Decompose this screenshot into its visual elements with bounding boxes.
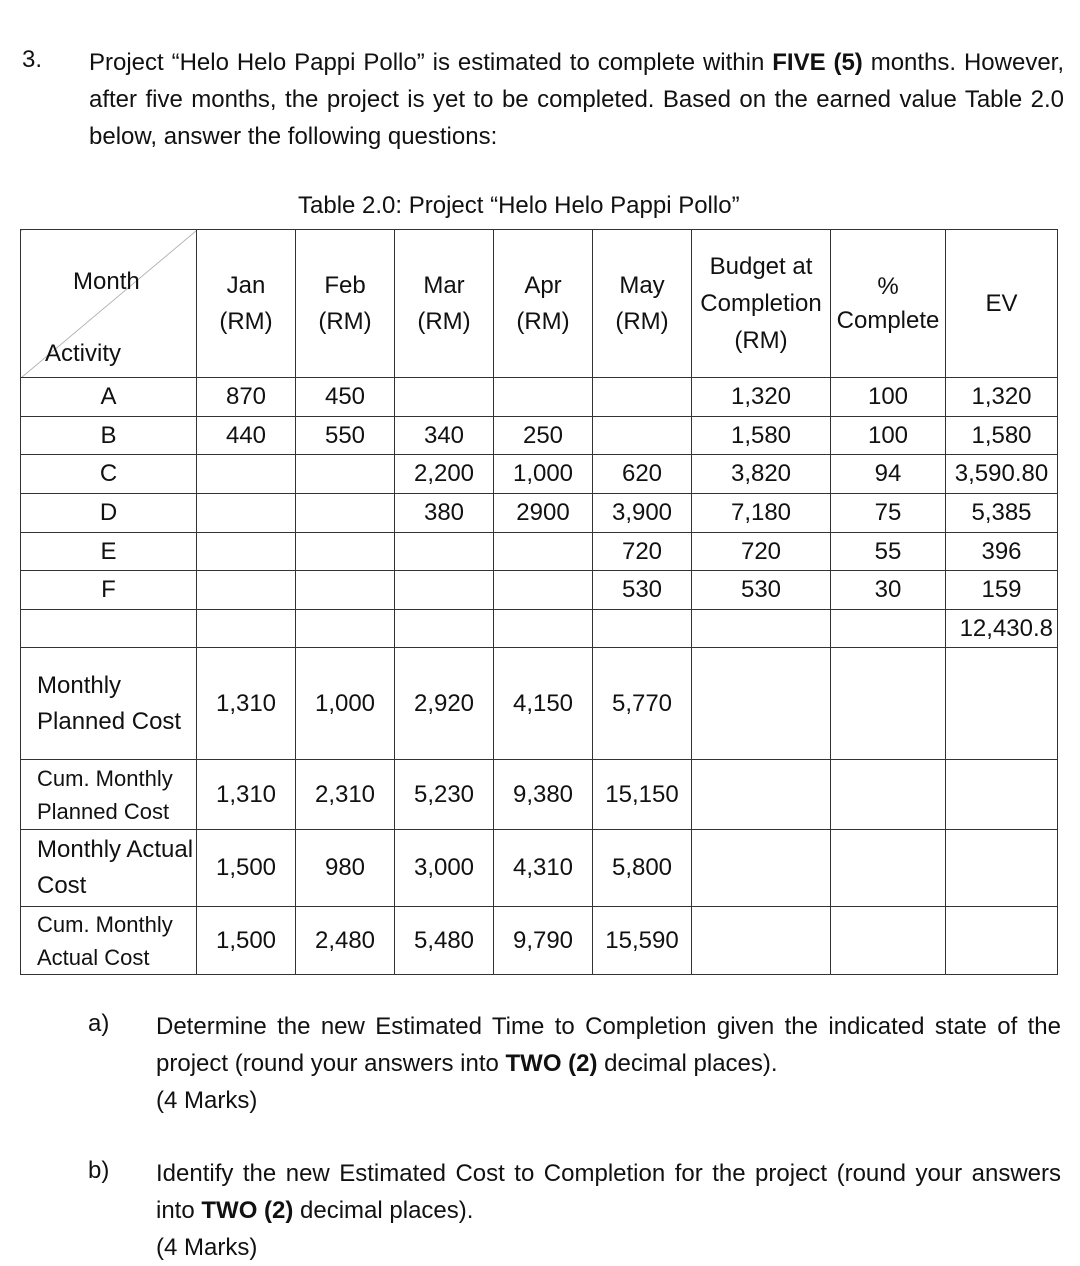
empty-cell — [946, 648, 1058, 760]
subquestion-letter: b) — [88, 1157, 110, 1184]
summary-value-cell: 9,380 — [494, 760, 593, 830]
empty-cell — [946, 907, 1058, 975]
pct-complete-cell: 100 — [831, 416, 946, 455]
summary-value-cell: 5,770 — [593, 648, 692, 760]
activity-row — [21, 416, 1058, 455]
intro-text-1: Project “Helo Helo Pappi Pollo” is estimated to complete within — [89, 49, 773, 76]
summary-value-cell: 1,000 — [296, 648, 395, 760]
summary-value-cell: 15,590 — [593, 907, 692, 975]
summary-value-cell: 1,310 — [197, 760, 296, 830]
pct-complete-cell: 30 — [831, 571, 946, 610]
summary-row — [21, 760, 1058, 830]
month-cost-cell — [494, 532, 593, 571]
ev-total: 12,430.8 — [946, 610, 1058, 648]
empty-cell — [946, 830, 1058, 907]
pct-complete-cell: 94 — [831, 455, 946, 494]
month-cost-cell: 440 — [197, 416, 296, 455]
activity-row — [21, 494, 1058, 533]
empty-cell — [692, 610, 831, 648]
header-mar — [395, 230, 494, 378]
month-cost-cell: 620 — [593, 455, 692, 494]
empty-cell — [831, 610, 946, 648]
subquestion-bold: TWO (2) — [201, 1197, 294, 1224]
ev-total-row — [21, 610, 1058, 648]
header-month-name: Feb — [324, 271, 366, 299]
month-cost-cell: 2900 — [494, 494, 593, 533]
ev-cell: 1,320 — [946, 378, 1058, 417]
subquestion-text-part: decimal places). — [293, 1197, 474, 1224]
month-cost-cell — [494, 378, 593, 417]
month-label: Month — [73, 268, 140, 295]
header-month-name: Mar — [423, 271, 465, 299]
empty-cell — [692, 907, 831, 975]
header-bac-line: Budget at — [709, 253, 813, 280]
header-ev: EV — [946, 230, 1058, 378]
header-month-name: Jan — [226, 271, 266, 299]
summary-rows — [21, 648, 1058, 975]
ev-cell: 3,590.80 — [946, 455, 1058, 494]
ev-cell: 5,385 — [946, 494, 1058, 533]
month-cost-cell: 550 — [296, 416, 395, 455]
month-cost-cell: 530 — [593, 571, 692, 610]
ev-cell: 1,580 — [946, 416, 1058, 455]
bac-cell: 720 — [692, 532, 831, 571]
activity-id: F — [21, 571, 197, 610]
activity-id: C — [21, 455, 197, 494]
empty-cell — [395, 610, 494, 648]
header-bac — [692, 230, 831, 378]
month-cost-cell — [395, 378, 494, 417]
empty-cell — [494, 610, 593, 648]
empty-cell — [831, 760, 946, 830]
summary-value-cell: 1,500 — [197, 830, 296, 907]
summary-value-cell: 15,150 — [593, 760, 692, 830]
question-number: 3. — [22, 46, 43, 73]
bac-cell: 1,320 — [692, 378, 831, 417]
empty-cell — [296, 610, 395, 648]
month-cost-cell: 380 — [395, 494, 494, 533]
header-month-name: May — [619, 271, 665, 299]
summary-value-cell: 2,310 — [296, 760, 395, 830]
empty-cell — [831, 830, 946, 907]
bac-cell: 1,580 — [692, 416, 831, 455]
header-month-name: Apr — [524, 271, 562, 299]
summary-value-cell: 980 — [296, 830, 395, 907]
header-bac-line: Completion — [700, 290, 822, 317]
activity-row — [21, 532, 1058, 571]
empty-cell — [692, 760, 831, 830]
month-cost-cell — [197, 455, 296, 494]
subquestion-marks: (4 Marks) — [156, 1234, 258, 1261]
month-cost-cell: 720 — [593, 532, 692, 571]
month-cost-cell: 340 — [395, 416, 494, 455]
empty-cell — [593, 610, 692, 648]
month-cost-cell — [593, 416, 692, 455]
summary-row — [21, 648, 1058, 760]
summary-row-label: Cum. Monthly Actual Cost — [21, 907, 197, 975]
table-caption-text: Table 2.0: Project “Helo Helo Pappi Pollo” — [298, 192, 740, 219]
activity-row — [21, 571, 1058, 610]
intro-bold: FIVE (5) — [772, 49, 863, 76]
corner-cell — [21, 230, 197, 378]
header-month-unit: (RM) — [615, 307, 669, 335]
summary-value-cell: 2,920 — [395, 648, 494, 760]
month-cost-cell: 250 — [494, 416, 593, 455]
question-intro — [89, 44, 1064, 155]
summary-row — [21, 907, 1058, 975]
subquestion-text-part: Determine the new Estimated Time to Completion given the indicated state of the project (round your answers into — [156, 1013, 1061, 1077]
summary-value-cell: 1,310 — [197, 648, 296, 760]
empty-cell — [692, 830, 831, 907]
earned-value-table — [20, 229, 1058, 975]
header-bac-line: (RM) — [734, 327, 788, 354]
header-pct-line: % — [877, 272, 899, 300]
summary-value-cell: 4,150 — [494, 648, 593, 760]
summary-value-cell: 4,310 — [494, 830, 593, 907]
month-cost-cell — [296, 494, 395, 533]
bac-cell: 530 — [692, 571, 831, 610]
pct-complete-cell: 75 — [831, 494, 946, 533]
month-cost-cell — [296, 455, 395, 494]
month-cost-cell — [197, 494, 296, 533]
month-cost-cell: 1,000 — [494, 455, 593, 494]
summary-row-label: Monthly Planned Cost — [21, 648, 197, 760]
month-cost-cell — [296, 532, 395, 571]
summary-row — [21, 830, 1058, 907]
header-row — [21, 230, 1058, 378]
summary-row-label: Monthly Actual Cost — [21, 830, 197, 907]
subquestion-bold: TWO (2) — [505, 1050, 598, 1077]
activity-label: Activity — [45, 340, 122, 367]
activity-id: E — [21, 532, 197, 571]
intro-text-2: months. However, after five months, the project is yet to be completed. Based on the earned value Table 2.0 below, answer the following questions: — [89, 49, 1065, 150]
subquestion-letter: a) — [88, 1010, 110, 1037]
bac-cell: 7,180 — [692, 494, 831, 533]
pct-complete-cell: 100 — [831, 378, 946, 417]
activity-row — [21, 455, 1058, 494]
empty-cell — [692, 648, 831, 760]
header-pct-complete — [831, 230, 946, 378]
subquestion-marks: (4 Marks) — [156, 1087, 258, 1114]
activity-id: A — [21, 378, 197, 417]
summary-value-cell: 1,500 — [197, 907, 296, 975]
month-cost-cell — [197, 532, 296, 571]
bac-cell: 3,820 — [692, 455, 831, 494]
header-pct-line: Complete — [836, 306, 940, 334]
activity-id: D — [21, 494, 197, 533]
summary-value-cell: 3,000 — [395, 830, 494, 907]
activity-id: B — [21, 416, 197, 455]
activity-row — [21, 378, 1058, 417]
month-cost-cell — [197, 571, 296, 610]
month-cost-cell: 450 — [296, 378, 395, 417]
header-month-unit: (RM) — [516, 307, 570, 335]
summary-value-cell: 5,230 — [395, 760, 494, 830]
header-month-unit: (RM) — [417, 307, 471, 335]
summary-value-cell: 2,480 — [296, 907, 395, 975]
month-cost-cell — [593, 378, 692, 417]
month-cost-cell — [395, 532, 494, 571]
summary-value-cell: 5,480 — [395, 907, 494, 975]
header-month-unit: (RM) — [219, 307, 273, 335]
empty-cell — [21, 610, 197, 648]
summary-value-cell: 9,790 — [494, 907, 593, 975]
empty-cell — [831, 907, 946, 975]
header-feb — [296, 230, 395, 378]
month-cost-cell: 2,200 — [395, 455, 494, 494]
header-jan — [197, 230, 296, 378]
subquestion-text-part: decimal places). — [597, 1050, 778, 1077]
header-apr — [494, 230, 593, 378]
ev-cell: 159 — [946, 571, 1058, 610]
subquestion-text — [156, 1008, 1061, 1119]
subquestion-text-part: Identify the new Estimated Cost to Completion for the project (round your answers into — [156, 1160, 1061, 1224]
month-cost-cell: 3,900 — [593, 494, 692, 533]
summary-value-cell: 5,800 — [593, 830, 692, 907]
month-cost-cell — [494, 571, 593, 610]
empty-cell — [946, 760, 1058, 830]
month-cost-cell: 870 — [197, 378, 296, 417]
empty-cell — [831, 648, 946, 760]
activity-rows — [21, 378, 1058, 610]
ev-cell: 396 — [946, 532, 1058, 571]
pct-complete-cell: 55 — [831, 532, 946, 571]
month-cost-cell — [296, 571, 395, 610]
empty-cell — [197, 610, 296, 648]
summary-row-label: Cum. Monthly Planned Cost — [21, 760, 197, 830]
month-cost-cell — [395, 571, 494, 610]
header-may — [593, 230, 692, 378]
subquestion-text — [156, 1155, 1061, 1266]
header-month-unit: (RM) — [318, 307, 372, 335]
